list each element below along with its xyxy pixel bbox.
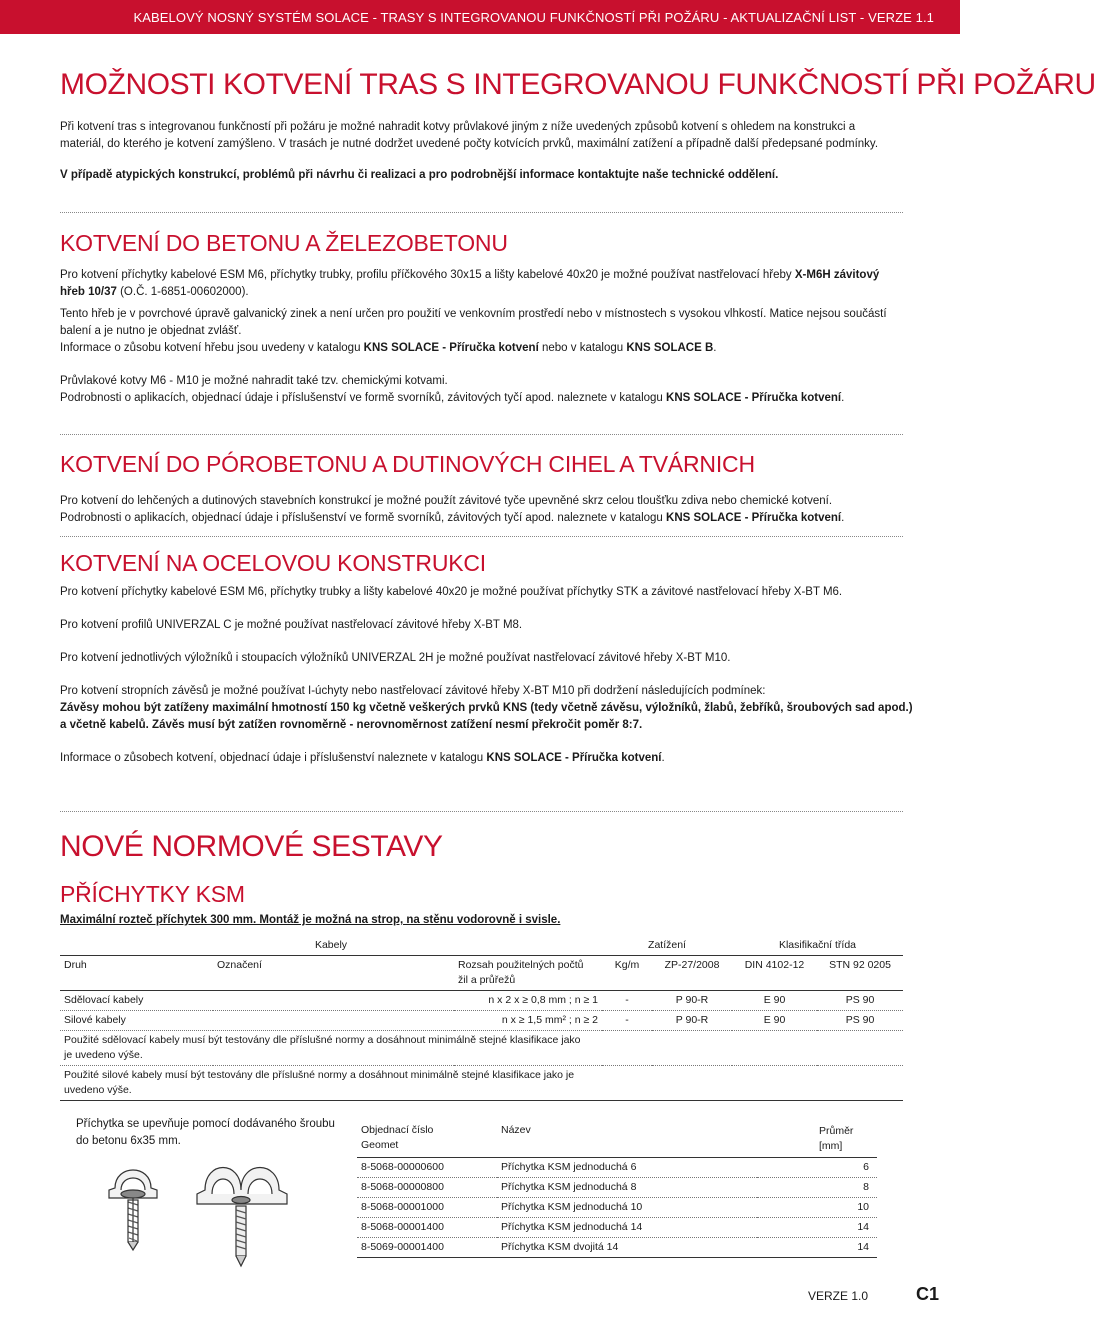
figure-caption xyxy=(76,1116,335,1150)
beton-p1-l1 xyxy=(60,267,940,284)
header-bar xyxy=(0,0,960,34)
group-kabely: Kabely xyxy=(60,936,602,956)
empty-cell xyxy=(602,1031,652,1066)
single-clip-image xyxy=(109,1170,157,1250)
col-cislo xyxy=(357,1121,497,1158)
text: Informace o zůsobu kotvení hřebu jsou uvedeny v katalogu xyxy=(60,342,364,354)
spec-column-header xyxy=(60,956,903,991)
section-title-beton: KOTVENÍ DO BETONU A ŽELEZOBETONU xyxy=(60,230,508,256)
col-prumer-l2: [mm] xyxy=(819,1140,843,1152)
cell-prumer: 14 xyxy=(757,1218,877,1238)
ocel-p3: Pro kotvení jednotlivých výložníků i stoupacích výložníků UNIVERZAL 2H je možné používat nastřelovací závitové hřeby X-BT M10. xyxy=(60,652,731,664)
intro xyxy=(60,119,940,184)
cell-prumer: 8 xyxy=(757,1178,877,1198)
cell-prumer: 14 xyxy=(757,1238,877,1258)
caption-l2: do betonu 6x35 mm. xyxy=(76,1135,181,1147)
cell-cislo: 8-5068-00001400 xyxy=(357,1218,497,1238)
table-row xyxy=(357,1198,877,1218)
col-prumer xyxy=(757,1121,877,1158)
ksm-clip-illustration xyxy=(95,1150,325,1290)
cell-nazev: Příchytka KSM jednoduchá 6 xyxy=(497,1158,757,1178)
cell-cislo: 8-5069-00001400 xyxy=(357,1238,497,1258)
group-zatizeni: Zatížení xyxy=(602,936,732,956)
double-clip-image xyxy=(197,1168,287,1267)
note-silove xyxy=(60,1066,602,1101)
ocel-p5 xyxy=(60,750,940,767)
col-kgm: Kg/m xyxy=(602,956,652,991)
beton-p2-l1: Tento hřeb je v povrchové úpravě galvanický zinek a není určen pro použití ve venkovním prostředí nebo v místnostech s vysokou vlhkostí. Matice nejsou součástí xyxy=(60,308,887,320)
divider xyxy=(60,434,903,435)
section-porobeton-body xyxy=(60,493,940,527)
section-ocel-body xyxy=(60,584,940,767)
beton-p5 xyxy=(60,390,940,407)
col-rozsah xyxy=(454,956,602,991)
cell-zp: P 90-R xyxy=(652,1011,732,1031)
catalog-ref: KNS SOLACE - Příručka kotvení xyxy=(363,342,539,354)
table-row xyxy=(357,1218,877,1238)
empty-cell xyxy=(817,1031,903,1066)
text: Informace o zůsobech kotvení, objednací údaje i příslušenství naleznete v katalogu xyxy=(60,752,487,764)
empty-cell xyxy=(817,1066,903,1101)
cell-rozsah: n x ≥ 1,5 mm² ; n ≥ 2 xyxy=(454,1011,602,1031)
cell-din: E 90 xyxy=(732,991,817,1011)
beton-p3 xyxy=(60,340,940,357)
cell-kgm: - xyxy=(602,1011,652,1031)
cell-kgm: - xyxy=(602,991,652,1011)
table-row xyxy=(357,1178,877,1198)
catalog-ref: KNS SOLACE - Příručka kotvení xyxy=(486,752,662,764)
note-sdelovaci xyxy=(60,1031,602,1066)
cell-zp: P 90-R xyxy=(652,991,732,1011)
empty-cell xyxy=(652,1031,732,1066)
spec-group-header xyxy=(60,936,903,956)
header-title: KABELOVÝ NOSNÝ SYSTÉM SOLACE - TRASY S INTEGROVANOU FUNKČNOSTÍ PŘI POŽÁRU - AKTUALIZAČNÍ LIST - VERZE 1.1 xyxy=(133,9,934,25)
beton-p1-l2 xyxy=(60,284,940,301)
footer-version: VERZE 1.0 xyxy=(808,1289,869,1303)
col-cislo-l1: Objednací číslo xyxy=(361,1124,434,1136)
section-title-ocel: KOTVENÍ NA OCELOVOU KONSTRUKCI xyxy=(60,550,486,576)
table-note-row xyxy=(60,1066,903,1101)
ocel-p4-cond-l1: Závěsy mohou být zatíženy maximální hmotností 150 kg včetně veškerých prvků KNS (tedy včetně závěsu, výložníků, žlabů, žebříků, šroubových sad apod.) xyxy=(60,702,913,714)
catalog-ref: KNS SOLACE - Příručka kotvení xyxy=(666,512,842,524)
cell-prumer: 6 xyxy=(757,1158,877,1178)
cell-stn: PS 90 xyxy=(817,1011,903,1031)
text: Podrobnosti o aplikacích, objednací údaje i příslušenství ve formě svorníků, závitových tyčí apod. naleznete v katalogu xyxy=(60,392,667,404)
intro-contact: V případě atypických konstrukcí, problémů při návrhu či realizaci a pro podrobnější informace kontaktujte naše technické oddělení. xyxy=(60,169,779,181)
ocel-p2: Pro kotvení profilů UNIVERZAL C je možné používat nastřelovací závitové hřeby X-BT M8. xyxy=(60,619,523,631)
table-row xyxy=(357,1238,877,1258)
catalog-ref: KNS SOLACE - Příručka kotvení xyxy=(666,392,842,404)
text: Pro kotvení příchytky kabelové ESM M6, příchytky trubky, profilu příčkového 30x15 a lišty kabelové 40x20 je možné používat nastřelovací hřeby xyxy=(60,269,795,281)
ocel-p4-cond-l2: a včetně kabelů. Závěs musí být zatížen rovnoměrně - nerovnoměrnost zatížení nesmí překročit poměr 8:7. xyxy=(60,719,643,731)
intro-line-1: Při kotvení tras s integrovanou funkčností při požáru je možné nahradit kotvy průvlakové jiným z níže uvedených způsobů kotvení s ohledem na konstrukci a xyxy=(60,121,856,133)
col-oznaceni: Označení xyxy=(213,956,454,991)
text: . xyxy=(661,752,665,764)
cell-druh: Sdělovací kabely xyxy=(60,991,213,1011)
cell-prumer: 10 xyxy=(757,1198,877,1218)
text: . xyxy=(713,342,717,354)
note-l1: Použité silové kabely musí být testovány dle příslušné normy a dosáhnout minimálně stejné klasifikace jako je xyxy=(64,1069,575,1081)
product-table xyxy=(357,1121,877,1258)
note-l2: uvedeno výše. xyxy=(64,1084,132,1096)
cell-cislo: 8-5068-00000800 xyxy=(357,1178,497,1198)
beton-p4: Průvlakové kotvy M6 - M10 je možné nahradit také tzv. chemickými kotvami. xyxy=(60,375,448,387)
divider xyxy=(60,536,903,537)
col-nazev: Název xyxy=(497,1121,757,1158)
col-prumer-l1: Průměr xyxy=(819,1125,854,1137)
text-bold: hřeb 10/37 xyxy=(60,286,117,298)
spec-table xyxy=(60,936,903,1101)
col-stn: STN 92 0205 xyxy=(817,956,903,991)
empty-cell xyxy=(652,1066,732,1101)
col-druh: Druh xyxy=(60,956,213,991)
note-l1: Použité sdělovací kabely musí být testovány dle příslušné normy a dosáhnout minimálně stejné klasifikace jako xyxy=(64,1034,581,1046)
ocel-p4: Pro kotvení stropních závěsů je možné používat I-úchyty nebo nastřelovací závitové hřeby X-BT M10 při dodržení následujících podmínek: xyxy=(60,685,766,697)
section-subtitle-ksm: PŘÍCHYTKY KSM xyxy=(60,881,245,907)
cell-nazev: Příchytka KSM dvojitá 14 xyxy=(497,1238,757,1258)
cell-cislo: 8-5068-00000600 xyxy=(357,1158,497,1178)
group-klasifikace: Klasifikační třída xyxy=(732,936,903,956)
beton-p2-l2: balení a je nutno je objednat zvlášť. xyxy=(60,325,242,337)
text-bold: X-M6H závitový xyxy=(794,269,880,281)
ocel-p1: Pro kotvení příchytky kabelové ESM M6, příchytky trubky a lišty kabelové 40x20 je možné používat příchytky STK a závitové nastřelovací hřeby X-BT M6. xyxy=(60,586,843,598)
col-cislo-l2: Geomet xyxy=(361,1139,399,1151)
col-din: DIN 4102-12 xyxy=(732,956,817,991)
empty-cell xyxy=(602,1066,652,1101)
col-zp: ZP-27/2008 xyxy=(652,956,732,991)
text: . xyxy=(841,512,845,524)
col-rozsah-l1: Rozsah použitelných počtů xyxy=(458,959,584,971)
divider xyxy=(60,811,903,812)
cell-oznaceni xyxy=(213,1011,454,1031)
table-row xyxy=(60,1011,903,1031)
empty-cell xyxy=(732,1066,817,1101)
section-title-sestavy: NOVÉ NORMOVÉ SESTAVY xyxy=(60,830,443,863)
footer-page-number: C1 xyxy=(916,1284,940,1304)
table-row xyxy=(357,1158,877,1178)
section-title-porobeton: KOTVENÍ DO PÓROBETONU A DUTINOVÝCH CIHEL A TVÁRNICH xyxy=(60,451,755,477)
text: Podrobnosti o aplikacích, objednací údaje i příslušenství ve formě svorníků, závitových tyčí apod. naleznete v katalogu xyxy=(60,512,667,524)
section-beton-body xyxy=(60,267,940,407)
cell-nazev: Příchytka KSM jednoduchá 14 xyxy=(497,1218,757,1238)
ksm-note: Maximální rozteč příchytek 300 mm. Montáž je možná na strop, na stěnu vodorovně i svisle. xyxy=(60,914,561,926)
cell-druh: Silové kabely xyxy=(60,1011,213,1031)
porobeton-p1: Pro kotvení do lehčených a dutinových stavebních konstrukcí je možné použít závitové tyče upevněné skrz celou tloušťku zdiva nebo chemické kotvení. xyxy=(60,495,833,507)
caption-l1: Příchytka se upevňuje pomocí dodávaného šroubu xyxy=(76,1118,335,1130)
cell-nazev: Příchytka KSM jednoduchá 8 xyxy=(497,1178,757,1198)
product-header xyxy=(357,1121,877,1158)
text: nebo v katalogu xyxy=(538,342,627,354)
text: (O.Č. 1-6851-00602000). xyxy=(116,286,249,298)
col-rozsah-l2: žil a průřežů xyxy=(458,974,516,986)
divider xyxy=(60,212,903,213)
cell-cislo: 8-5068-00001000 xyxy=(357,1198,497,1218)
intro-line-2: materiál, do kterého je kotvení zamýšleno. V trasách je nutné dodržet uvedené počty kotvících prvků, maximální zatížení a případně další předepsané podmínky. xyxy=(60,138,879,150)
note-l2: je uvedeno výše. xyxy=(64,1049,143,1061)
cell-din: E 90 xyxy=(732,1011,817,1031)
text: . xyxy=(841,392,845,404)
catalog-ref: KNS SOLACE B xyxy=(626,342,714,354)
table-row xyxy=(60,991,903,1011)
cell-oznaceni xyxy=(213,991,454,1011)
page-title: MOŽNOSTI KOTVENÍ TRAS S INTEGROVANOU FUNKČNOSTÍ PŘI POŽÁRU xyxy=(60,68,1096,101)
empty-cell xyxy=(732,1031,817,1066)
cell-rozsah: n x 2 x ≥ 0,8 mm ; n ≥ 1 xyxy=(454,991,602,1011)
cell-nazev: Příchytka KSM jednoduchá 10 xyxy=(497,1198,757,1218)
cell-stn: PS 90 xyxy=(817,991,903,1011)
table-note-row xyxy=(60,1031,903,1066)
porobeton-p2 xyxy=(60,510,940,527)
